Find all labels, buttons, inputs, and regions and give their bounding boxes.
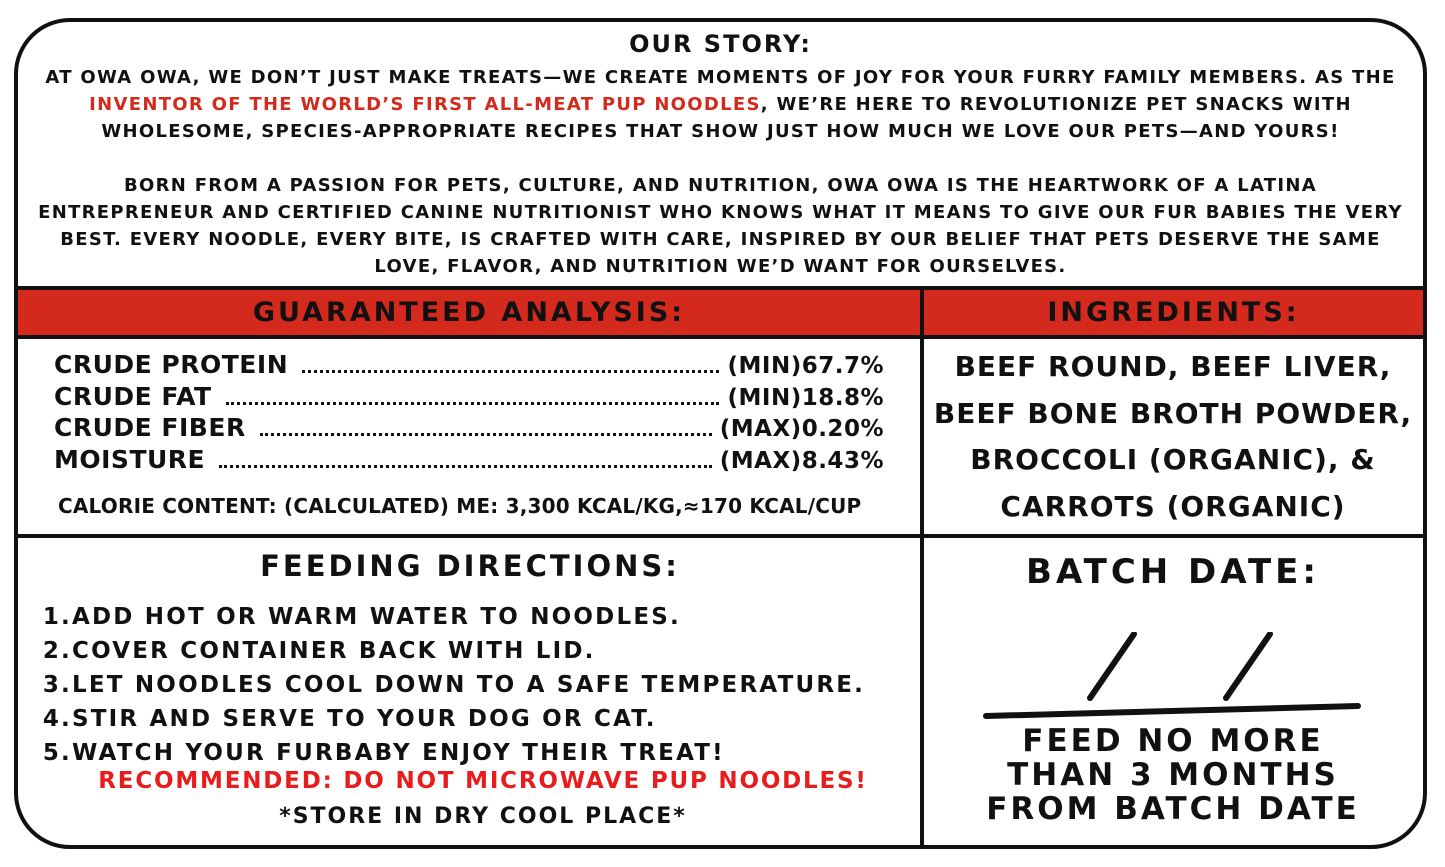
feeding-step-text: LET NOODLES COOL DOWN TO A SAFE TEMPERATURE.	[72, 672, 866, 698]
analysis-row	[54, 382, 884, 414]
batch-date-line-icon	[978, 632, 1368, 722]
feeding-step: 4.STIR AND SERVE TO YOUR DOG OR CAT.	[42, 706, 657, 732]
leader-dots	[226, 402, 720, 405]
feeding-step-text: WATCH YOUR FURBABY ENJOY THEIR TREAT!	[72, 740, 725, 766]
our-story-paragraph-2: BORN FROM A PASSION FOR PETS, CULTURE, AND NUTRITION, OWA OWA IS THE HEARTWORK OF A LATINA ENTREPRENEUR AND CERTIFIED CANINE NUTRITIONIST WHO KNOWS WHAT IT MEANS TO GIVE OUR FUR BABIES THE VERY BEST. EVERY NOODLE, EVERY BITE, IS CRAFTED WITH CARE, INSPIRED BY OUR BELIEF THAT PETS DESERVE THE SAME LOVE, FLAVOR, AND NUTRITION WE’D WANT FOR OURSELVES.	[38, 175, 1403, 277]
feeding-step: 1.ADD HOT OR WARM WATER TO NOODLES.	[42, 604, 681, 630]
ingredients-header: INGREDIENTS:	[924, 290, 1423, 335]
feeding-step: 2.COVER CONTAINER BACK WITH LID.	[42, 638, 596, 664]
feeding-step-text: COVER CONTAINER BACK WITH LID.	[72, 638, 596, 664]
batch-date-note	[928, 724, 1418, 826]
story-text: AT OWA OWA, WE DON’T JUST MAKE TREATS—WE CREATE MOMENTS OF JOY FOR YOUR FURRY FAMILY MEMBERS. AS THE	[45, 67, 1396, 88]
storage-note: *STORE IN DRY COOL PLACE*	[279, 804, 687, 829]
microwave-warning: RECOMMENDED: DO NOT MICROWAVE PUP NOODLES!	[98, 768, 868, 794]
guaranteed-analysis-header: GUARANTEED ANALYSIS:	[18, 290, 920, 335]
leader-dots	[260, 433, 712, 436]
analysis-name: MOISTURE	[54, 444, 206, 474]
ingredients-line: CARROTS (ORGANIC)	[1000, 489, 1346, 523]
analysis-value: (MIN)67.7%	[727, 353, 884, 379]
analysis-value: (MIN)18.8%	[727, 384, 884, 411]
batch-note-line: FEED NO MORE	[1022, 723, 1324, 759]
our-story-section	[32, 30, 1409, 280]
batch-note-line: THAN 3 MONTHS	[1007, 757, 1339, 793]
feeding-directions-title: FEEDING DIRECTIONS:	[260, 549, 680, 583]
our-story-paragraph-1	[32, 64, 1409, 145]
divider	[18, 534, 1423, 538]
story-text: , WE’RE HERE TO REVOLUTIONIZE PET SNACKS WITH WHOLESOME, SPECIES-APPROPRIATE RECIPES THAT SHOW JUST HOW MUCH WE LOVE OUR PETS—AND YOURS!	[101, 94, 1352, 142]
analysis-value: (MAX)0.20%	[719, 416, 884, 442]
story-highlight: INVENTOR OF THE WORLD’S FIRST ALL-MEAT PUP NOODLES	[89, 94, 761, 115]
analysis-row	[54, 445, 884, 477]
batch-date-title: BATCH DATE:	[1026, 552, 1320, 592]
leader-dots	[219, 465, 712, 468]
ingredients-line: BROCCOLI (ORGANIC), &	[970, 443, 1376, 476]
feeding-step: 3.LET NOODLES COOL DOWN TO A SAFE TEMPERATURE.	[42, 672, 866, 698]
analysis-name: CRUDE PROTEIN	[54, 350, 289, 379]
feeding-step-text: STIR AND SERVE TO YOUR DOG OR CAT.	[72, 706, 657, 732]
analysis-row	[54, 350, 884, 382]
ingredients-list	[928, 344, 1418, 530]
product-label	[14, 18, 1427, 849]
analysis-row	[54, 413, 884, 445]
ingredients-line: BEEF ROUND, BEEF LIVER,	[954, 350, 1392, 383]
batch-note-line: FROM BATCH DATE	[986, 791, 1360, 827]
feeding-step-text: ADD HOT OR WARM WATER TO NOODLES.	[72, 604, 681, 630]
leader-dots	[302, 370, 719, 373]
divider	[18, 335, 1423, 339]
analysis-name: CRUDE FAT	[54, 381, 212, 411]
ingredients-line: BEEF BONE BROTH POWDER,	[933, 396, 1413, 430]
feeding-step: 5.WATCH YOUR FURBABY ENJOY THEIR TREAT!	[42, 740, 725, 766]
analysis-table	[54, 350, 884, 476]
calorie-content: CALORIE CONTENT: (CALCULATED) ME: 3,300 KCAL/KG,≈170 KCAL/CUP	[58, 494, 862, 518]
feeding-steps	[42, 600, 865, 770]
our-story-title: OUR STORY:	[629, 30, 812, 58]
analysis-value: (MAX)8.43%	[719, 447, 884, 474]
analysis-name: CRUDE FIBER	[54, 413, 246, 442]
